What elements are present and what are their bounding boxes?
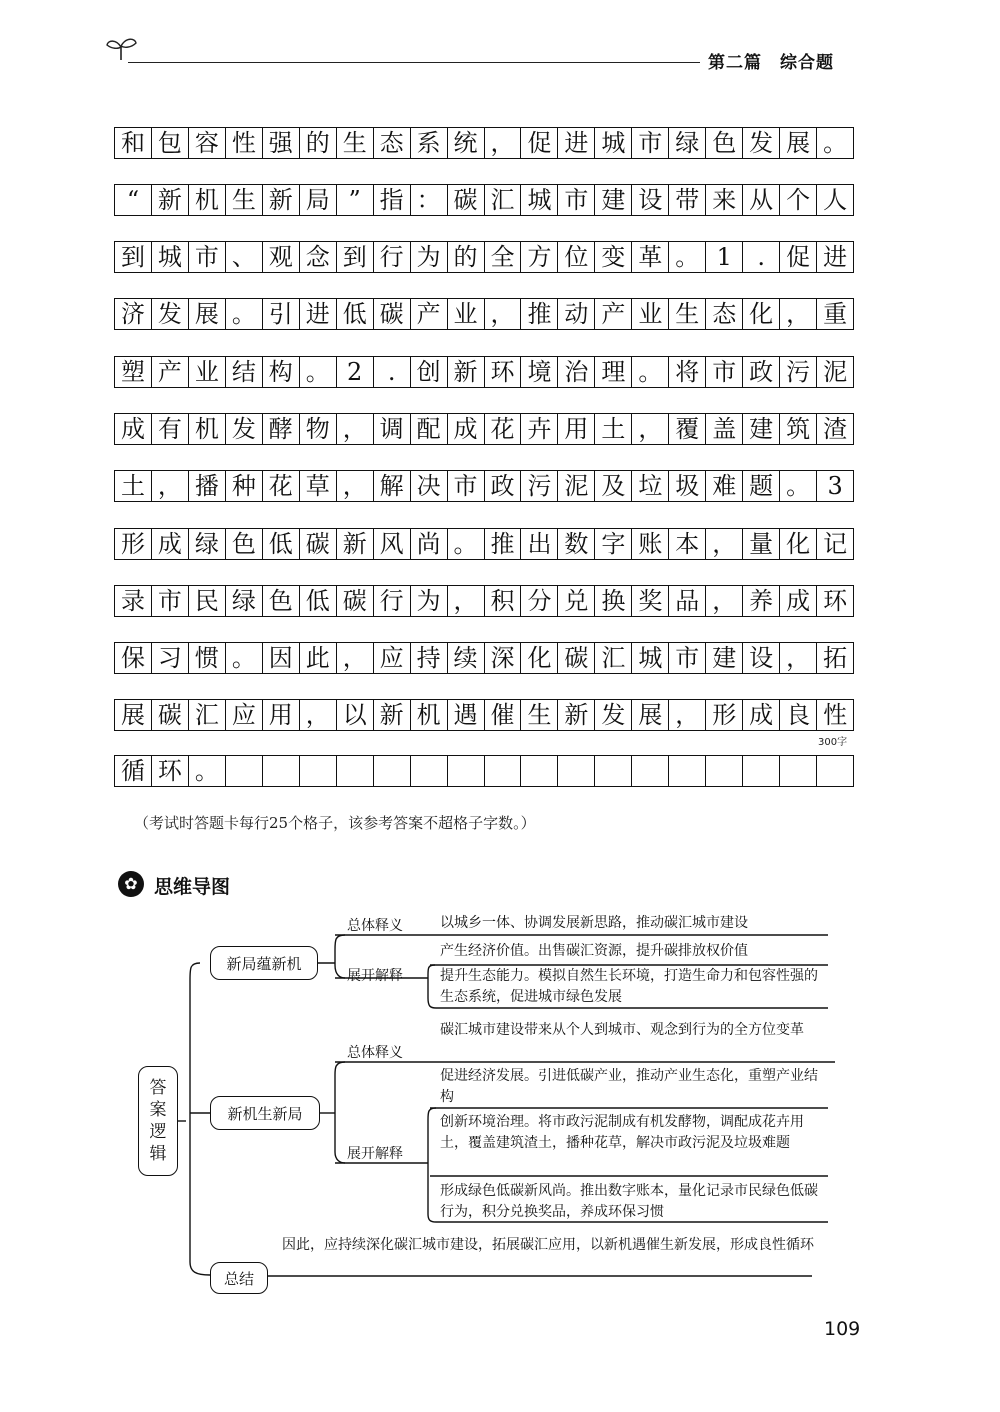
b2-ext-label: 展开解释 [347,1146,403,1162]
root-char: 辑 [149,1144,167,1164]
grid-cell: 渣 [816,414,853,444]
grid-cell: ， [705,529,742,559]
grid-cell: 设 [631,185,668,215]
grid-cell: 。 [188,756,225,786]
grid-cell: 强 [262,128,299,158]
grid-cell: 来 [705,185,742,215]
grid-cell: 环 [816,586,853,616]
grid-cell: 换 [594,586,631,616]
grid-cell: 应 [373,643,410,673]
grid-cell: 发 [225,414,262,444]
grid-cell: 行 [373,586,410,616]
grid-cell: 机 [188,185,225,215]
grid-cell: 性 [225,128,262,158]
grid-cell: 筑 [779,414,816,444]
grid-cell: 产 [594,299,631,329]
grid-cell: 有 [151,414,188,444]
grid-cell: 惯 [188,643,225,673]
b3-text: 因此，应持续深化碳汇城市建设，拓展碳汇应用，以新机遇催生新发展，形成良性循环 [282,1237,814,1253]
grid-cell: 色 [225,529,262,559]
grid-cell: 账 [631,529,668,559]
grid-cell: 济 [120,300,145,328]
b1-overall-text: 以城乡一体、协调发展新思路，推动碳汇城市建设 [440,915,748,931]
grid-cell: 到 [336,242,373,272]
grid-cell: 产 [151,357,188,387]
grid-cell: 境 [520,357,557,387]
grid-cell: 形 [705,700,742,730]
grid-cell: . [742,242,779,272]
grid-cell: ， [336,414,373,444]
grid-cell: 位 [557,242,594,272]
grid-cell: 。 [225,643,262,673]
grid-cell: 理 [594,357,631,387]
grid-cell: 养 [742,586,779,616]
grid-cell: 政 [742,357,779,387]
grid-cell: 市 [188,242,225,272]
grid-cell: 字 [594,529,631,559]
grid-cell: 的 [447,242,484,272]
grid-cell: 革 [631,242,668,272]
grid-cell: 以 [336,700,373,730]
grid-cell: 色 [705,128,742,158]
b2-overall-text: 碳汇城市建设带来从个人到城市、观念到行为的全方位变革 [440,1022,804,1038]
grid-cell: 新 [373,700,410,730]
grid-cell: 盖 [705,414,742,444]
b1-overall-label: 总体释义 [347,918,403,934]
grid-cell: 化 [742,299,779,329]
grid-cell: 碳 [299,529,336,559]
grid-cell: 新 [447,357,484,387]
b2-ext-3: 形成绿色低碳新风尚。推出数字账本，量化记录市民绿色低碳行为，积分兑换奖品，养成环保习惯 [440,1183,818,1220]
grid-cell: 良 [779,700,816,730]
grid-cell: ， [484,299,521,329]
grid-cell: 到 [120,243,145,271]
grid-cell: 生 [225,185,262,215]
grid-cell: ， [631,414,668,444]
root-char: 逻 [149,1122,167,1142]
grid-cell: 市 [151,586,188,616]
grid-cell: 行 [373,242,410,272]
grid-cell: 录 [120,587,145,615]
grid-cell: ， [668,700,705,730]
grid-cell: 念 [299,242,336,272]
grid-cell: 积 [484,586,521,616]
grid-cell: 污 [779,357,816,387]
b2-overall-label: 总体释义 [347,1045,403,1061]
grid-cell: 发 [151,299,188,329]
grid-cell: 指 [373,185,410,215]
grid-cell: 促 [779,242,816,272]
grid-cell: 成 [779,586,816,616]
grid-cell: “ [126,186,140,214]
b1-ext-2: 提升生态能力。模拟自然生长环境，打造生命力和包容性强的生态系统，促进城市绿色发展 [440,968,818,1005]
page-number: 109 [824,1318,861,1340]
grid-cell: 圾 [668,471,705,501]
grid-cell: 生 [668,299,705,329]
grid-cell: 成 [120,415,145,443]
grid-cell: 机 [410,700,447,730]
grid-cell: 发 [742,128,779,158]
grid-cell: 覆 [668,414,705,444]
grid-cell: 建 [594,185,631,215]
grid-cell: ， [484,128,521,158]
grid-cell: 汇 [188,700,225,730]
grid-cell: 尚 [410,529,447,559]
grid-cell: 民 [188,586,225,616]
grid-cell: ， [779,643,816,673]
grid-cell: 展 [188,299,225,329]
grid-cell: 2 [336,357,373,387]
grid-cell: 持 [410,643,447,673]
grid-cell: 垃 [631,471,668,501]
grid-cell: 城 [631,643,668,673]
grid-cell: ， [336,643,373,673]
grid-cell: 用 [262,700,299,730]
grid-cell: 创 [410,357,447,387]
grid-cell: 此 [299,643,336,673]
grid-cell: 碳 [447,185,484,215]
grid-cell: 用 [557,414,594,444]
flower-icon: ✿ [118,871,144,897]
grid-cell: 题 [742,471,779,501]
grid-cell: ， [299,700,336,730]
grid-cell: 包 [151,128,188,158]
grid-cell: 及 [594,471,631,501]
grid-cell: 种 [225,471,262,501]
grid-cell: ， [447,586,484,616]
grid-cell: 政 [484,471,521,501]
grid-cell: 新 [151,185,188,215]
grid-cell: 数 [557,529,594,559]
grid-cell: 续 [447,643,484,673]
grid-cell: 人 [816,185,853,215]
grid-cell: 业 [188,357,225,387]
grid-cell: 出 [520,529,557,559]
grid-cell: 重 [816,299,853,329]
grid-cell: 低 [336,299,373,329]
grid-cell: 市 [447,471,484,501]
grid-cell: 个 [779,185,816,215]
grid-cell: ， [336,471,373,501]
grid-cell: 新 [557,700,594,730]
grid-cell: 绿 [188,529,225,559]
grid-cell: 市 [705,357,742,387]
grid-cell: 因 [262,643,299,673]
grid-cell: 。 [299,357,336,387]
grid-cell: 绿 [668,128,705,158]
grid-cell: 方 [520,242,557,272]
grid-cell: 色 [262,586,299,616]
grid-cell: 成 [151,529,188,559]
grid-cell: 泥 [816,357,853,387]
grid-cell: 全 [484,242,521,272]
grid-cell: 态 [705,299,742,329]
grid-cell: 污 [520,471,557,501]
grid-cell: 生 [520,700,557,730]
grid-cell: 。 [668,242,705,272]
branch-node-2: 新机生新局 [210,1096,320,1130]
grid-cell: 展 [631,700,668,730]
grid-cell: 泥 [557,471,594,501]
root-char: 案 [149,1100,167,1120]
grid-cell: 统 [447,128,484,158]
grid-note: （考试时答题卡每行25个格子，该参考答案不超格子字数。） [134,814,536,832]
grid-cell: 绿 [225,586,262,616]
grid-cell: 城 [151,242,188,272]
grid-cell: 卉 [520,414,557,444]
grid-cell: 风 [373,529,410,559]
grid-cell: 酵 [262,414,299,444]
grid-cell: 市 [557,185,594,215]
grid-cell: 展 [120,701,145,729]
grid-cell: 汇 [484,185,521,215]
grid-cell: 引 [262,299,299,329]
grid-cell: 碳 [151,700,188,730]
grid-cell: 促 [520,128,557,158]
grid-cell: 解 [373,471,410,501]
grid-cell: 分 [520,586,557,616]
root-char: 答 [149,1078,167,1098]
grid-cell: ： [410,185,447,215]
grid-cell: 建 [705,643,742,673]
grid-cell: 推 [520,299,557,329]
grid-cell: 成 [447,414,484,444]
grid-cell: 土 [120,472,145,500]
grid-cell: 、 [225,242,262,272]
grid-cell: 碳 [557,643,594,673]
grid-cell: 低 [262,529,299,559]
grid-cell: 难 [705,471,742,501]
grid-cell: 业 [631,299,668,329]
grid-cell: 观 [262,242,299,272]
b1-ext-label: 展开解释 [347,968,403,984]
grid-cell: 为 [410,586,447,616]
grid-cell: 将 [668,357,705,387]
grid-cell: 拓 [816,643,853,673]
grid-cell: 品 [668,586,705,616]
grid-cell: 建 [742,414,779,444]
char-count-mark: 300字 [818,737,848,748]
grid-cell: 态 [373,128,410,158]
branch-node-3: 总结 [210,1262,268,1294]
grid-cell: 进 [299,299,336,329]
grid-cell: 设 [742,643,779,673]
grid-cell: ， [779,299,816,329]
grid-cell: 新 [262,185,299,215]
grid-cell: 产 [410,299,447,329]
grid-cell: 塑 [120,358,145,386]
grid-cell: 从 [742,185,779,215]
grid-cell: 发 [594,700,631,730]
grid-cell: 构 [262,357,299,387]
grid-cell: ， [151,471,188,501]
grid-cell: 化 [520,643,557,673]
grid-cell: 推 [484,529,521,559]
grid-cell: 保 [120,644,145,672]
grid-cell: 汇 [594,643,631,673]
grid-cell: 习 [151,643,188,673]
branch-node-1: 新局蕴新机 [210,946,318,980]
grid-cell: 应 [225,700,262,730]
b1-ext-1: 产生经济价值。出售碳汇资源，提升碳排放权价值 [440,943,748,959]
grid-cell: 3 [816,471,853,501]
grid-cell: 市 [668,643,705,673]
grid-cell: 动 [557,299,594,329]
grid-cell: 低 [299,586,336,616]
grid-cell: 调 [373,414,410,444]
grid-cell: 进 [557,128,594,158]
grid-cell: 带 [668,185,705,215]
grid-cell: 形 [120,530,145,558]
b2-ext-1: 促进经济发展。引进低碳产业，推动产业生态化，重塑产业结构 [440,1068,818,1105]
grid-cell: 变 [594,242,631,272]
grid-cell: 物 [299,414,336,444]
grid-cell: 城 [520,185,557,215]
grid-cell: 的 [299,128,336,158]
grid-cell: 1 [705,242,742,272]
grid-cell: 化 [779,529,816,559]
grid-cell: 草 [299,471,336,501]
grid-cell: 碳 [373,299,410,329]
grid-cell: 和 [120,129,145,157]
grid-cell: 环 [484,357,521,387]
grid-cell: ” [336,185,373,215]
grid-cell: 环 [151,756,188,786]
grid-cell: 局 [299,185,336,215]
grid-cell: 。 [816,128,853,158]
grid-cell: 容 [188,128,225,158]
grid-cell: 遇 [447,700,484,730]
grid-cell: 业 [447,299,484,329]
grid-cell: 。 [447,529,484,559]
grid-cell: 市 [631,128,668,158]
grid-cell: 催 [484,700,521,730]
grid-cell: 治 [557,357,594,387]
grid-cell: 系 [410,128,447,158]
grid-cell: 深 [484,643,521,673]
grid-cell: 本 [668,529,705,559]
grid-cell: 生 [336,128,373,158]
mindmap-root [138,1066,178,1176]
grid-cell: 土 [594,414,631,444]
grid-cell: 进 [816,242,853,272]
grid-cell: 性 [816,700,853,730]
grid-cell: 记 [816,529,853,559]
grid-cell: 配 [410,414,447,444]
mindmap-title: 思维导图 [154,876,231,898]
grid-cell: 兑 [557,586,594,616]
grid-cell: 展 [779,128,816,158]
grid-cell: ， [705,586,742,616]
grid-cell: 碳 [336,586,373,616]
section-title: 第二篇 综合题 [708,53,834,73]
grid-cell: 新 [336,529,373,559]
grid-cell: 量 [742,529,779,559]
grid-cell: 结 [225,357,262,387]
grid-cell: 。 [225,299,262,329]
grid-cell: 花 [484,414,521,444]
grid-cell: 决 [410,471,447,501]
grid-cell: 花 [262,471,299,501]
grid-cell: 。 [631,357,668,387]
grid-cell: 为 [410,242,447,272]
grid-cell: 播 [188,471,225,501]
b2-ext-2: 创新环境治理。将市政污泥制成有机发酵物，调配成花卉用土，覆盖建筑渣土，播种花草，解决市政污泥及垃圾难题 [440,1114,804,1151]
grid-cell: 城 [594,128,631,158]
grid-cell: 循 [120,757,145,785]
grid-cell: . [373,357,410,387]
grid-cell: 奖 [631,586,668,616]
grid-cell: 机 [188,414,225,444]
grid-cell: 。 [779,471,816,501]
grid-cell: 成 [742,700,779,730]
